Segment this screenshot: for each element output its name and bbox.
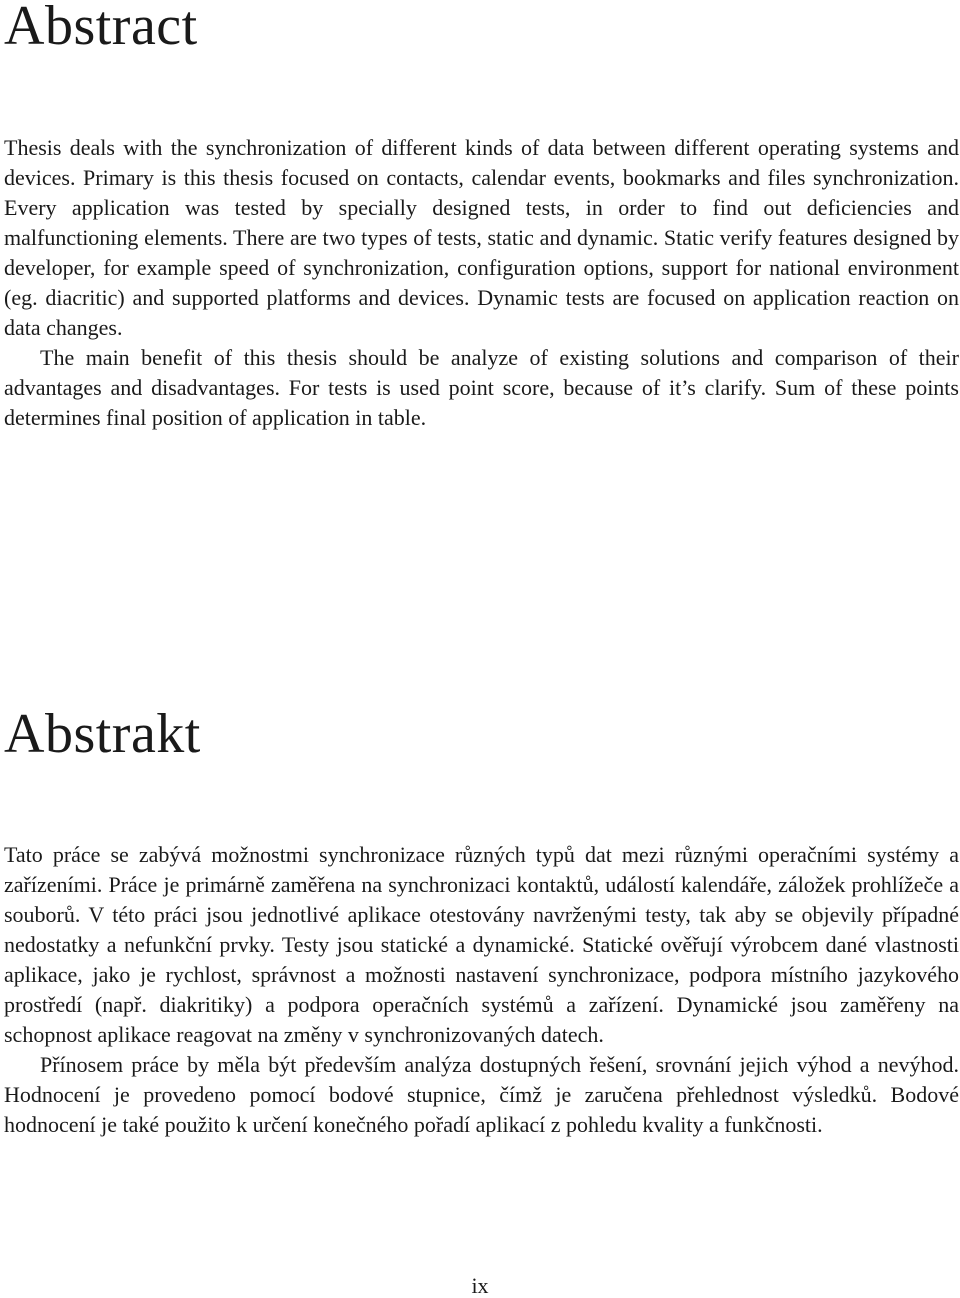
abstrakt-heading: Abstrakt — [4, 703, 201, 765]
abstract-paragraph-1: Thesis deals with the synchronization of different kinds of data between different operating systems and devices. Primary is this thesis focused on contacts, calendar events, bookmarks and files synchronization. Every application was tested by specially designed tests, in order to find out deficiencies and malfunctioning elements. There are two types of tests, static and dynamic. Static verify features designed by developer, for example speed of synchronization, configuration options, support for national environment (eg. diacritic) and supported platforms and devices. Dynamic tests are focused on application reaction on data changes. — [4, 135, 959, 340]
abstrakt-paragraph-1: Tato práce se zabývá možnostmi synchronizace různých typů dat mezi různými operačními systémy a zařízeními. Práce je primárně zaměřena na synchronizaci kontaktů, událostí kalendáře, záložek prohlížeče a souborů. V této práci jsou jednotlivé aplikace otestovány navrženými testy, tak aby se objevily případné nedostatky a nefunkční prvky. Testy jsou statické a dynamické. Statické ověřují výrobcem dané vlastnosti aplikace, jako je rychlost, správnost a možnosti nastavení synchronizace, podpora místního jazykového prostředí (např. diakritiky) a podpora operačních systémů a zařízení. Dynamické jsou zaměřeny na schopnost aplikace reagovat na změny v synchronizovaných datech. — [4, 842, 959, 1047]
abstract-body — [4, 133, 959, 433]
abstrakt-paragraph-2: Přínosem práce by měla být především analýza dostupných řešení, srovnání jejich výhod a nevýhod. Hodnocení je provedeno pomocí bodové stupnice, čímž je zaručena přehlednost výsledků. Bodové hodnocení je také použito k určení konečného pořadí aplikací z pohledu kvality a funkčnosti. — [4, 1052, 959, 1137]
abstract-heading: Abstract — [4, 0, 198, 57]
abstract-paragraph-2: The main benefit of this thesis should be analyze of existing solutions and comparison of their advantages and disadvantages. For tests is used point score, because of it’s clarify. Sum of these points determines final position of application in table. — [4, 345, 959, 430]
page-number: ix — [471, 1273, 489, 1298]
abstrakt-body — [4, 840, 959, 1140]
